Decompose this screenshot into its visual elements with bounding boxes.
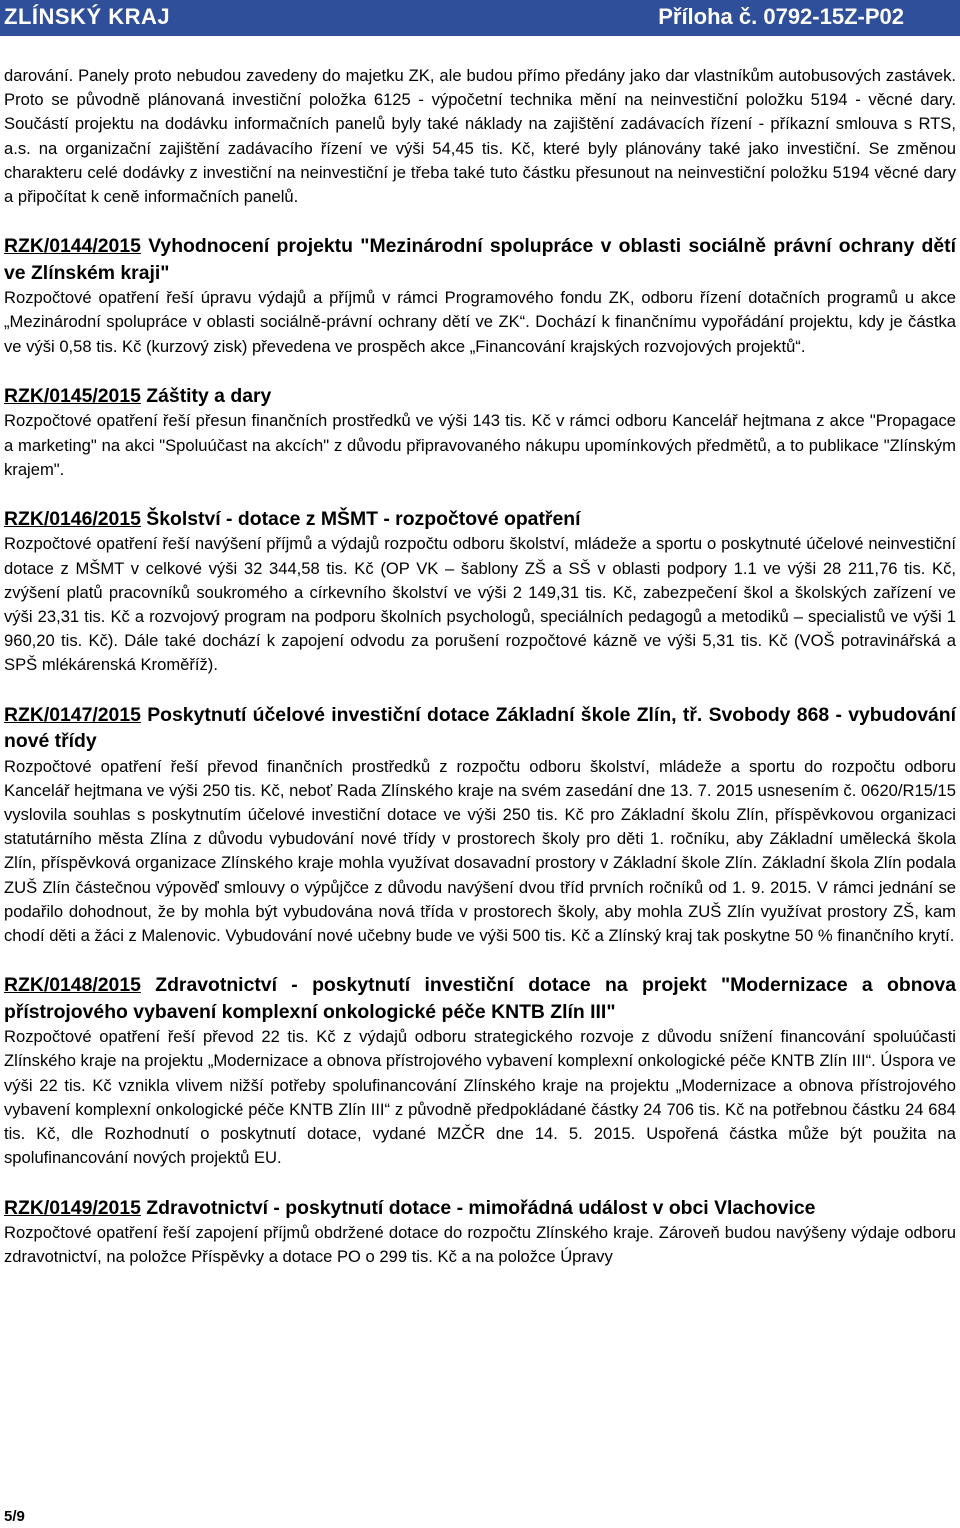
section-heading	[4, 506, 956, 533]
section-code: RZK/0146/2015	[4, 507, 141, 530]
document-header	[0, 0, 960, 36]
section-body: Rozpočtové opatření řeší navýšení příjmů a výdajů rozpočtu odboru školství, mládeže a sportu o poskytnuté účelové neinvestiční dotace z MŠMT v celkové výši 32 344,58 tis. Kč (OP VK – šablony ZŠ a SŠ v oblasti podpory 1.1 ve výši 28 211,76 tis. Kč, zvýšení platů pracovníků soukromého a církevního školství ve výši 2 149,31 tis. Kč, zabezpečení škol a školských zařízení ve výši 23,31 tis. Kč a rozvojový program na podporu školních psychologů, speciálních pedagogů a metodiků – specialistů ve výši 1 960,20 tis. Kč). Dále také dochází k zapojení odvodu za porušení rozpočtové kázně ve výši 5,31 tis. Kč (VOŠ potravinářská a SPŠ mlékárenská Kroměříž).	[4, 534, 956, 675]
section-rzk-0145	[4, 383, 956, 482]
section-heading	[4, 1195, 956, 1222]
section-code: RZK/0147/2015	[4, 703, 141, 726]
section-rzk-0148	[4, 972, 956, 1170]
page-number: 5/9	[4, 1508, 25, 1525]
section-body: Rozpočtové opatření řeší úpravu výdajů a příjmů v rámci Programového fondu ZK, odboru řízení dotačních programů u akce „Mezinárodní spolupráce v oblasti sociálně-právní ochrany dětí ve ZK“. Dochází k finančnímu vypořádání projektu, kdy je částka ve výši 0,58 tis. Kč (kurzový zisk) převedena ve prospěch akce „Financování krajských rozvojových projektů“.	[4, 288, 956, 356]
region-title: ZLÍNSKÝ KRAJ	[4, 4, 171, 29]
section-rzk-0146	[4, 506, 956, 678]
section-title: Záštity a dary	[140, 384, 272, 407]
section-code: RZK/0148/2015	[4, 974, 141, 997]
section-heading	[4, 233, 956, 286]
section-body: Rozpočtové opatření řeší převod 22 tis. Kč z výdajů odboru strategického rozvoje z důvodu snížení financování spoluúčasti Zlínského kraje na projektu „Modernizace a obnova přístrojového vybavení komplexní onkologické péče KNTB Zlín III“. Úspora ve výši 22 tis. Kč vznikla vlivem nižší potřeby spolufinancování Zlínského kraje na projektu „Modernizace a obnova přístrojového vybavení komplexní onkologické péče KNTB Zlín III“ z původně předpokládané částky 24 706 tis. Kč na potřebnou částku 24 684 tis. Kč, dle Rozhodnutí o poskytnutí dotace, vydané MZČR dne 14. 5. 2015. Uspořená částka může být použita na spolufinancování nových projektů EU.	[4, 1027, 956, 1168]
section-code: RZK/0144/2015	[4, 235, 141, 258]
section-body: Rozpočtové opatření řeší převod finančních prostředků z rozpočtu odboru školství, mládeže a sportu do rozpočtu odboru Kancelář hejtmana ve výši 250 tis. Kč, neboť Rada Zlínského kraje na svém zasedání dne 13. 7. 2015 usnesením č. 0620/R15/15 vyslovila souhlas s poskytnutím účelové investiční dotace ve výši 250 tis. Kč pro Základní školu Zlín, příspěvkovou organizaci statutárního města Zlína z důvodu vybudování nové třídy v prostorech školy pro děti 1. ročníku, aby Základní umělecká škola Zlín, příspěvková organizace Zlínského kraje mohla využívat dosavadní prostory v Základní škole Zlín. Základní škola Zlín podala ZUŠ Zlín částečnou výpověď smlouvy o výpůjčce z důvodu navýšení dvou tříd prvních ročníků od 1. 9. 2015. V rámci jednání se podařilo dohodnout, že by mohla být vybudována nová třída v prostorech školy, aby mohla ZUŠ Zlín využívat prostory ZŠ, kam chodí děti a žáci z Malenovic. Vybudování nové učebny bude ve výši 500 tis. Kč a Zlínský kraj tak poskytne 50 % finančního krytí.	[4, 756, 956, 946]
section-title: Školství - dotace z MŠMT - rozpočtové opatření	[140, 507, 581, 530]
section-heading	[4, 383, 956, 410]
section-title: Zdravotnictví - poskytnutí dotace - mimořádná událost v obci Vlachovice	[140, 1196, 816, 1219]
section-heading	[4, 972, 956, 1025]
section-rzk-0144	[4, 233, 956, 359]
document-body	[4, 64, 956, 1269]
section-title: Zdravotnictví - poskytnutí investiční dotace na projekt "Modernizace a obnova přístrojového vybavení komplexní onkologické péče KNTB Zlín III"	[4, 974, 956, 1023]
section-title: Poskytnutí účelové investiční dotace Základní škole Zlín, tř. Svobody 868 - vybudování nové třídy	[4, 703, 956, 753]
section-body: Rozpočtové opatření řeší zapojení příjmů obdržené dotace do rozpočtu Zlínského kraje. Zároveň budou navýšeny výdaje odboru zdravotnictví, na položce Příspěvky a dotace PO o 299 tis. Kč a na položce Úpravy	[4, 1223, 956, 1267]
section-title: Vyhodnocení projektu "Mezinárodní spolupráce v oblasti sociálně právní ochrany dětí ve Zlínském kraji"	[4, 235, 956, 284]
section-heading	[4, 702, 956, 755]
intro-paragraph: darování. Panely proto nebudou zavedeny do majetku ZK, ale budou přímo předány jako dar vlastníkům autobusových zastávek. Proto se původně plánovaná investiční položka 6125 - výpočetní technika mění na neinvestiční položku 5194 - věcné dary. Součástí projektu na dodávku informačních panelů byly také náklady na zajištění zadávacích řízení - příkazní smlouva s RTS, a.s. na organizační zajištění zadávacího řízení ve výši 54,45 tis. Kč, které byly plánovány také jako investiční. Se změnou charakteru celé dodávky z investiční na neinvestiční je třeba také tuto částku přesunout na neinvestiční položku 5194 věcné dary a připočítat k ceně informačních panelů.	[4, 66, 956, 207]
section-rzk-0147	[4, 702, 956, 949]
section-body: Rozpočtové opatření řeší přesun finančních prostředků ve výši 143 tis. Kč v rámci odboru Kancelář hejtmana z akce "Propagace a marketing" na akci "Spoluúčast na akcích" z důvodu připravovaného nákupu upomínkových předmětů, a to publikace "Zlínským krajem".	[4, 411, 956, 479]
section-code: RZK/0145/2015	[4, 384, 141, 407]
attachment-number: Příloha č. 0792-15Z-P02	[658, 4, 904, 29]
section-rzk-0149	[4, 1195, 956, 1270]
section-code: RZK/0149/2015	[4, 1196, 141, 1219]
